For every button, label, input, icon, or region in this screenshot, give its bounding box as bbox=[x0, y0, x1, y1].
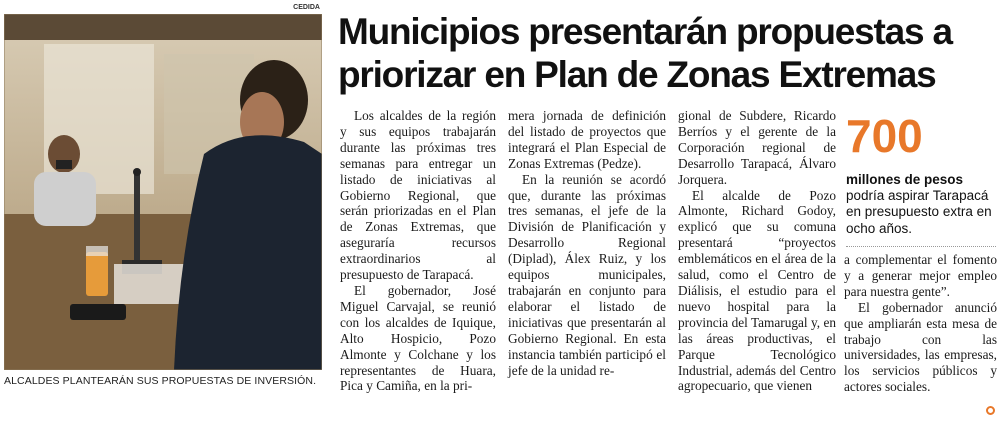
paragraph: El alcalde de Pozo Almonte, Richard Godoy, explicó que su comuna presentará “proyectos emblemáticos en el área de la salud, como el Centro de Diálisis, el estudio para el nuevo hospital para la provincia del Tamarugal y, en las áreas productivas, el Parque Tecnológico Industrial, además del Centro agropecuario, que vienen bbox=[678, 187, 836, 394]
paragraph: Los alcaldes de la región y sus equipos trabajarán durante las próximas tres semanas para entregar un listado de iniciativas al Gobierno Regional, que serán priorizadas en el Plan de Zonas Extremas, que aseguraría recursos extraordinarios al presupuesto de Tarapacá. bbox=[340, 108, 496, 283]
paragraph: gional de Subdere, Ricardo Berríos y el gerente de la Corporación regional de Desarrollo Tarapacá, Álvaro Jorquera. bbox=[678, 108, 836, 187]
paragraph: El gobernador, José Miguel Carvajal, se reunió con los alcaldes de Iquique, Alto Hospicio, Pozo Almonte y Colchane y los representantes de Huara, Pica y Camiña, en la pri- bbox=[340, 282, 496, 394]
paragraph: En la reunión se acordó que, durante las próximas tres semanas, el jefe de la División de Planificación y Desarrollo Regional (Diplad), Álex Ruiz, y los equipos municipales, trabajarán en conjunto para elaborar el listado de iniciativas que presentarán al Gobierno Regional. En esta instancia también participó el jefe de la unidad re- bbox=[508, 171, 666, 378]
article-photo bbox=[4, 14, 322, 370]
highlight-text bbox=[846, 172, 998, 237]
text-column-4 bbox=[844, 252, 997, 395]
paragraph: El gobernador anunció que ampliarán esta mesa de trabajo con las universidades, las empresas, los servicios públicos y actores sociales. bbox=[844, 299, 997, 395]
headline bbox=[338, 10, 958, 96]
text-column-1 bbox=[340, 108, 496, 394]
text-column-2 bbox=[508, 108, 666, 378]
highlight-rest: podría aspirar Tarapacá en presupuesto extra en ocho años. bbox=[846, 188, 992, 236]
highlight-lead: millones de pesos bbox=[846, 172, 964, 187]
paragraph: mera jornada de definición del listado de proyectos que integrará el Plan Especial de Zonas Extremas (Pedze). bbox=[508, 108, 666, 171]
photo-credit: CEDIDA bbox=[293, 4, 320, 11]
text-column-3 bbox=[678, 108, 836, 394]
highlight-number: 700 bbox=[846, 110, 923, 162]
end-of-article-icon bbox=[986, 406, 995, 415]
paragraph: a complementar el fomento y a generar mejor empleo para nuestra gente”. bbox=[844, 252, 997, 299]
photo-caption: ALCALDES PLANTEARÁN SUS PROPUESTAS DE INVERSIÓN. bbox=[4, 375, 317, 387]
headline-line-2: priorizar en Plan de Zonas Extremas bbox=[338, 54, 936, 95]
headline-line-1: Municipios presentarán propuestas a bbox=[338, 11, 952, 52]
highlight-divider bbox=[846, 246, 996, 247]
